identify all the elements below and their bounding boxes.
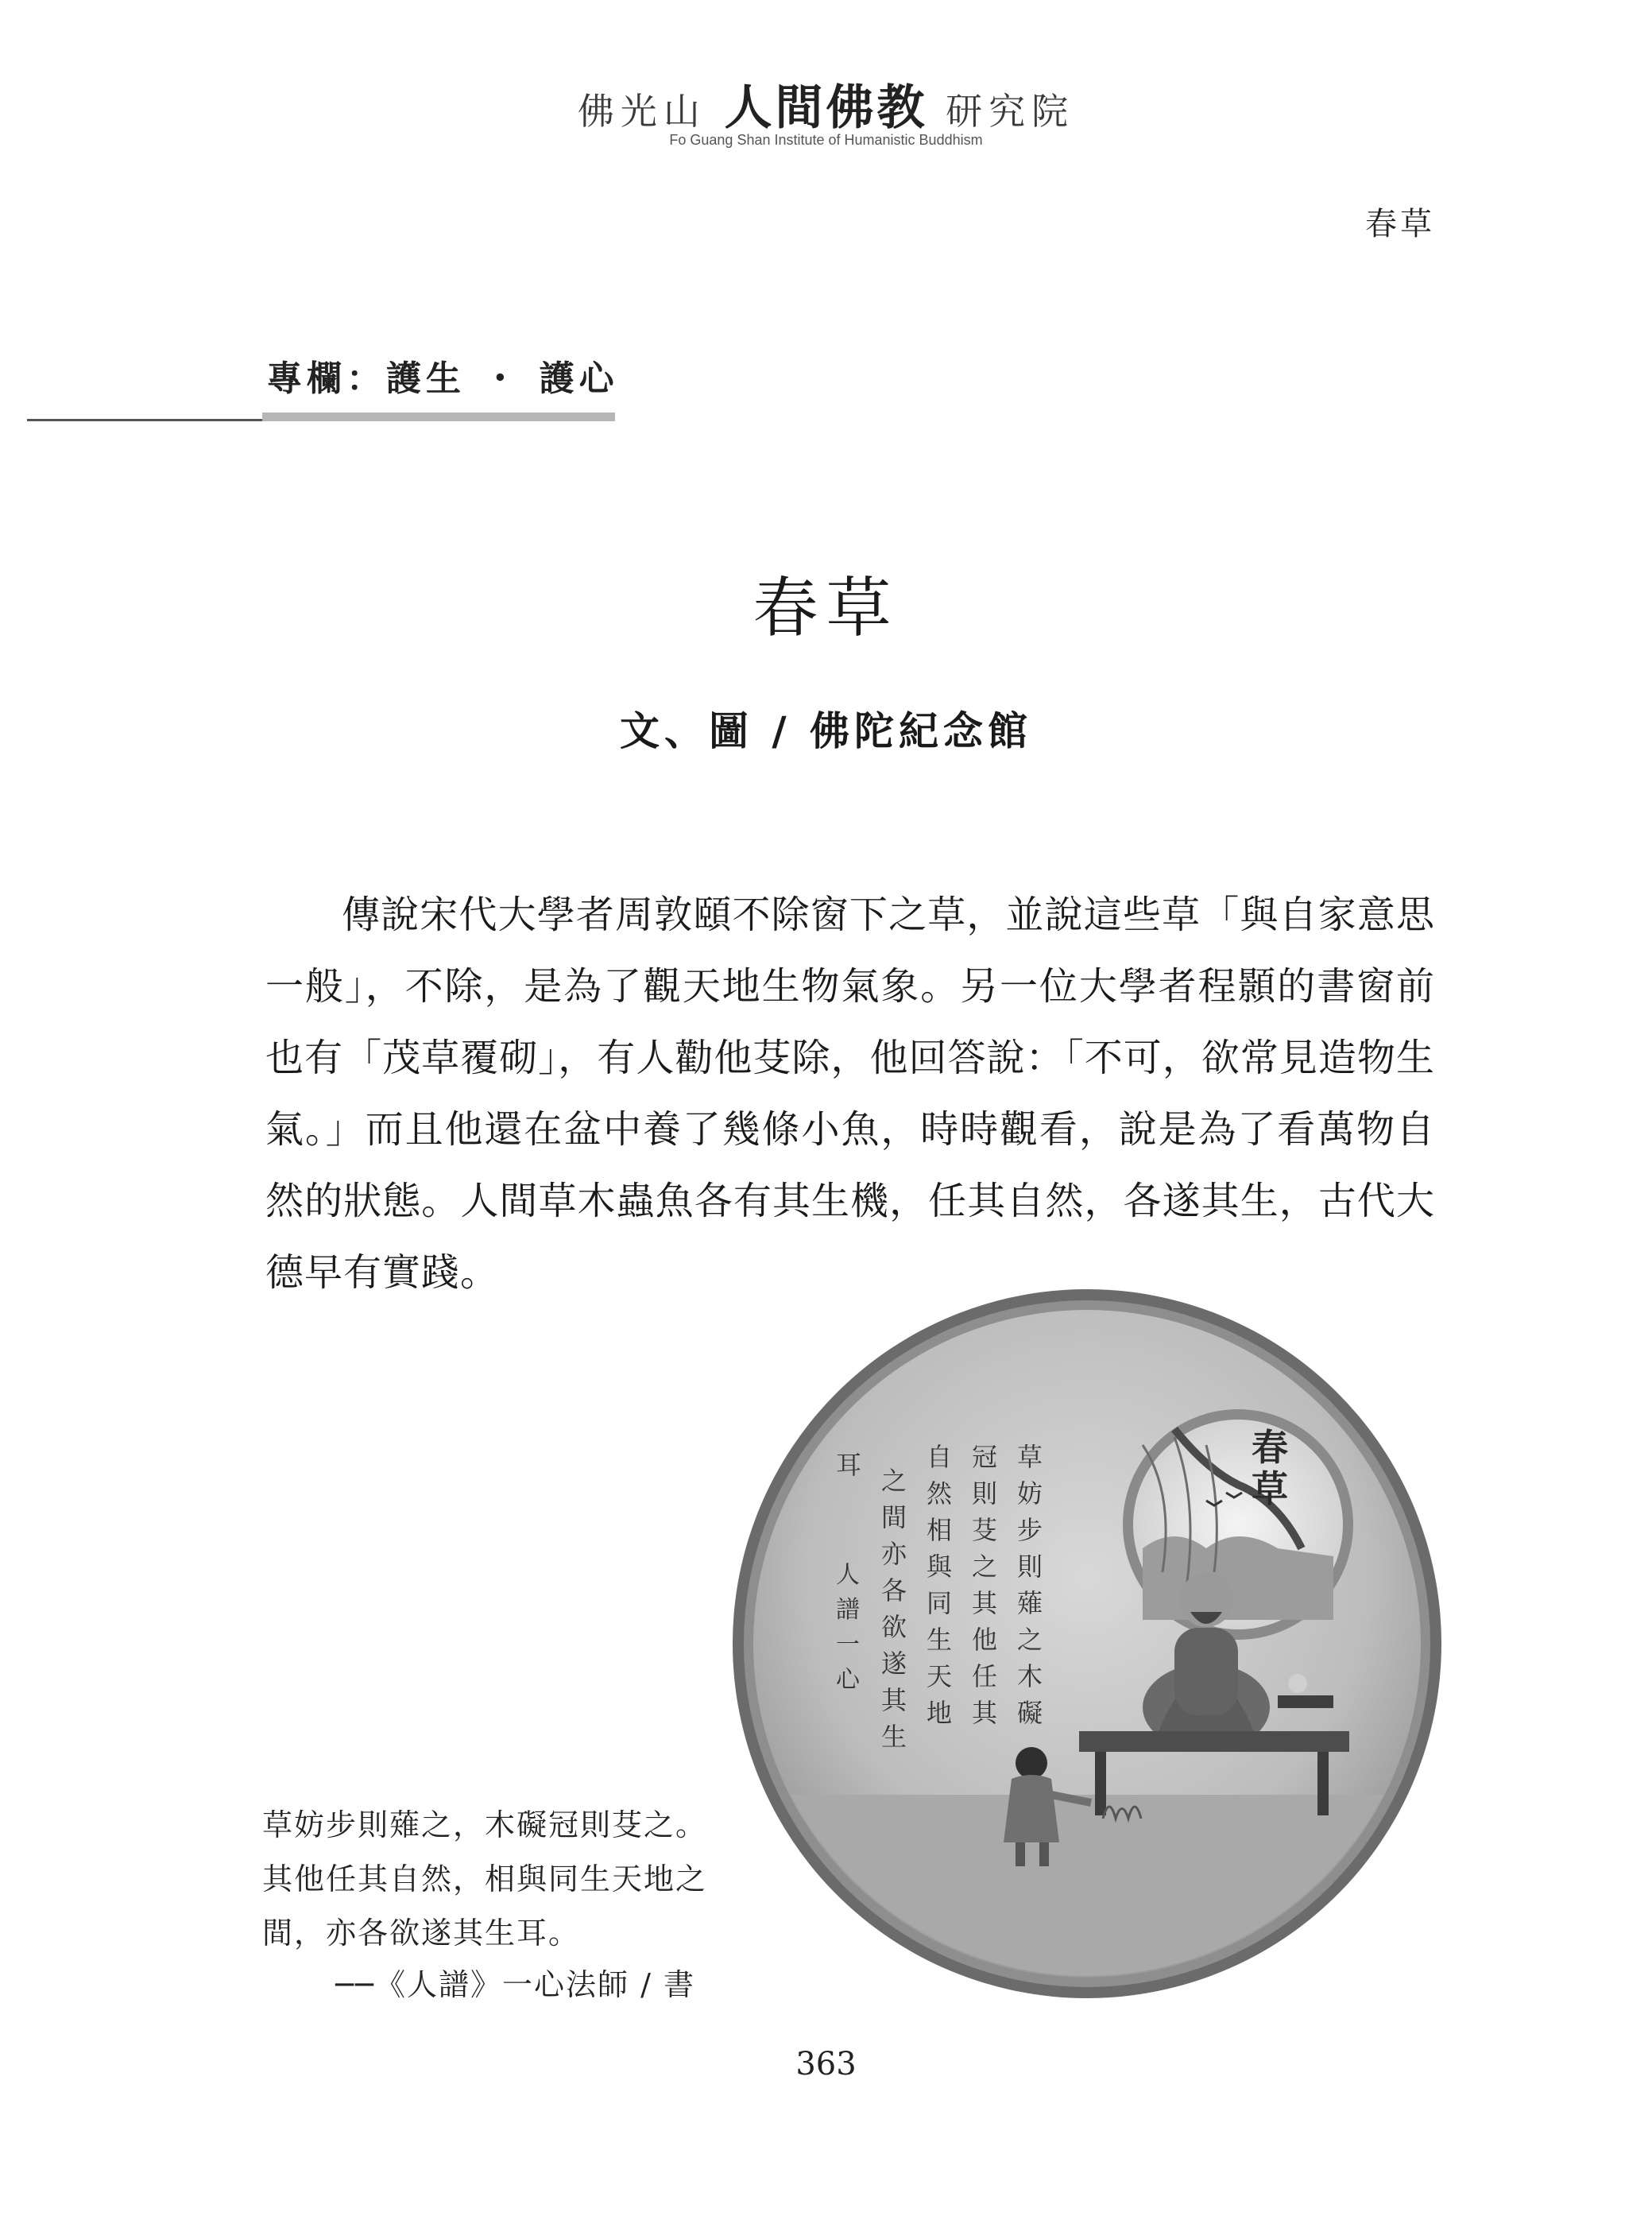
calligraphy-column: 草妨步則薙之木礙 — [1017, 1442, 1043, 1728]
page-number: 363 — [795, 2046, 857, 2082]
figure-caption: 草妨步則薙之，木礙冠則芟之。其他任其自然，相與同生天地之間，亦各欲遂其生耳。 — [262, 1807, 708, 1951]
institute-logo — [0, 70, 1652, 138]
calligraphy-column: 之間亦各欲遂其生 — [881, 1466, 907, 1752]
logo-mid-text: 人間佛教 — [724, 80, 928, 136]
calligraphy-column: 耳 — [836, 1450, 862, 1480]
logo-left-text: 佛光山 — [577, 90, 706, 133]
calligraphy-column: 冠則芟之其他任其 — [972, 1442, 998, 1728]
calligraphy-column: 自然相與同生天地 — [927, 1442, 953, 1728]
logo-right-text: 研究院 — [946, 90, 1075, 133]
column-rule-accent — [262, 413, 615, 421]
running-head: 春草 — [1365, 206, 1435, 242]
calligraphy-signature: 人譜 一心 — [836, 1561, 860, 1694]
moon-window — [1123, 1409, 1353, 1640]
article-byline: 文、圖 / 佛陀紀念館 — [619, 707, 1033, 754]
institute-subtitle: Fo Guang Shan Institute of Humanistic Buddhism — [669, 132, 983, 148]
article-title: 春草 — [752, 571, 900, 646]
column-label: 專欄：護生 ・ 護心 — [267, 358, 619, 399]
painting-title: 春草 — [1252, 1426, 1288, 1510]
article-body: 傳說宋代大學者周敦頤不除窗下之草，並說這些草「與自家意思一般」，不除，是為了觀天地生物氣象。另一位大學者程顥的書窗前也有「茂草覆砌」，有人勸他芟除，他回答說：「不可，欲常見造物生氣。」而且他還在盆中養了幾條小魚，時時觀看，說是為了看萬物自然的狀態。人間草木蟲魚各有其生機，任其自然，各遂其生，古代大德早有實踐。 — [265, 893, 1435, 1295]
figure-credit: ──《人譜》一心法師 / 書 — [335, 1967, 695, 2002]
